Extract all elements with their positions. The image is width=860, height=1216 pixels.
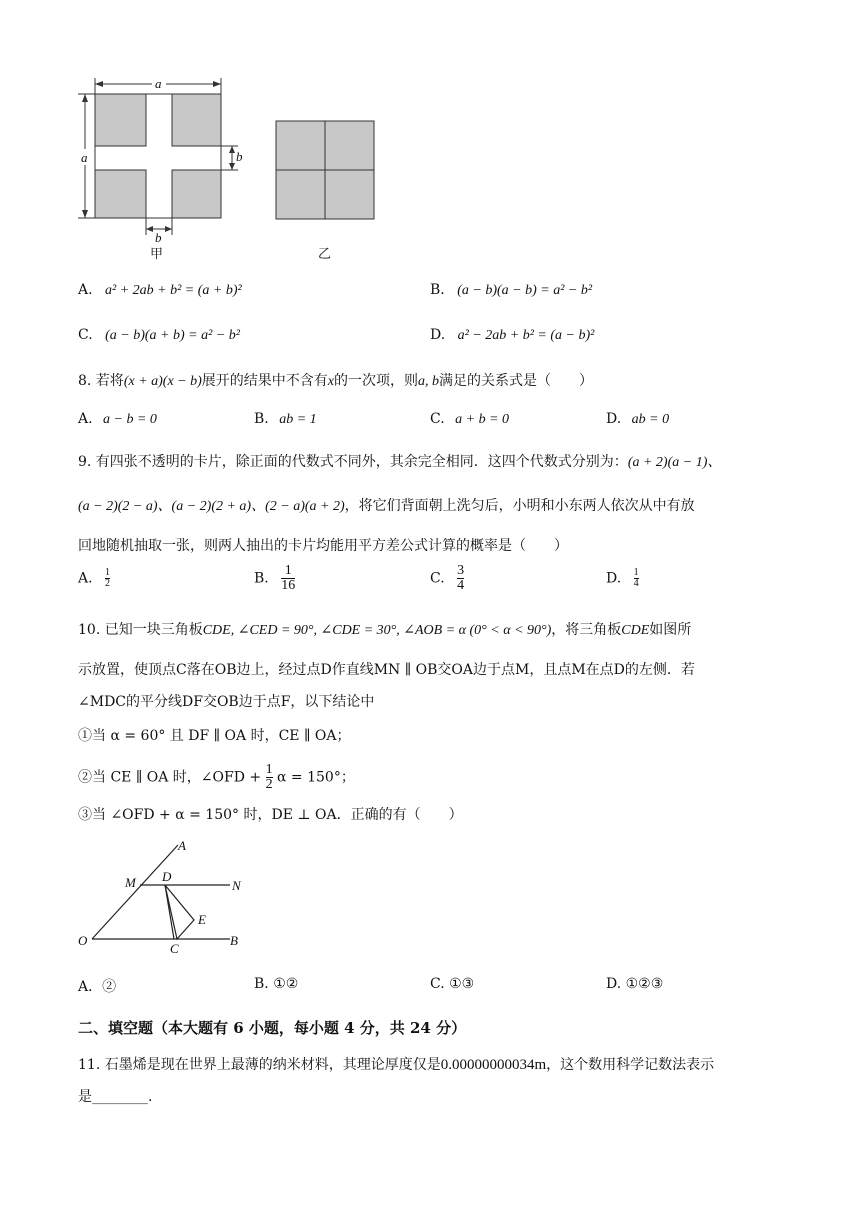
q10-stem-line1: 10. 已知一块三角板CDE, ∠CED = 90°, ∠CDE = 30°, ∠AOB = α (0° < α < 90°)，将三角板CDE如图所 [78,622,692,638]
q9-stem-line1: 9. 有四张不透明的卡片，除正面的代数式不同外，其余完全相同．这四个代数式分别为：(a + 2)(a − 1)、 [78,454,722,470]
q8-option-d[interactable]: D. ab = 0 [606,411,670,427]
figure-jia [78,75,243,262]
q9-stem-line2: (a − 2)(2 − a)、(a − 2)(2 + a)、(2 − a)(a + 2)，将它们背面朝上洗匀后，小明和小东两人依次从中有放 [78,498,695,514]
q7-option-c-expr: (a − b)(a + b) = a² − b² [105,328,240,343]
section-2-title: 二、填空题（本大题有 6 小题，每小题 4 分，共 24 分） [78,1019,467,1037]
q7-option-d[interactable]: D. a² − 2ab + b² = (a − b)² [430,327,595,343]
q9-option-b[interactable]: B. $\frac{1}{16}$ [254,563,296,593]
svg-text:M: M [125,875,136,890]
q8-option-b[interactable]: B. ab = 1 [254,411,317,427]
caption-jia: 甲 [150,247,164,262]
q7-option-a[interactable]: A. a² + 2ab + b² = (a + b)² [78,282,242,298]
q10-conclusion-2: ②当 CE ∥ OA 时，∠OFD + $\frac{1}{2}$ α = 150°； [78,762,355,792]
q10-figure [70,835,260,960]
shaded-square-br [172,170,221,218]
svg-text:A: A [178,838,186,853]
q11-line1: 11. 石墨烯是现在世界上最薄的纳米材料，其理论厚度仅是0.00000000034m，这个数用科学记数法表示 [78,1057,715,1073]
q8-option-c[interactable]: C. a + b = 0 [430,411,510,427]
svg-text:C: C [170,941,179,956]
q10-conclusion-1: ①当 α = 60° 且 DF ∥ OA 时，CE ∥ OA； [78,728,351,744]
shaded-square-tl [95,94,146,146]
q10-option-a[interactable]: A．② [78,979,117,995]
q10-conclusion-3: ③当 ∠OFD + α = 150° 时，DE ⊥ OA．正确的有（ ） [78,807,463,823]
q11-line2: 是________. [78,1089,153,1105]
shaded-square-bl [95,170,146,218]
q10-stem-line2: 示放置，使顶点C落在OB边上，经过点D作直线MN ∥ OB交OA边于点M，且点M在点D的左侧．若 [78,662,695,678]
q7-option-b-expr: (a − b)(a − b) = a² − b² [457,283,593,298]
q9-option-a[interactable]: A. $\frac{1}{2}$ [78,567,111,589]
q7-option-b[interactable]: B. (a − b)(a − b) = a² − b² [430,282,593,298]
q9-option-c[interactable]: C. $\frac{3}{4}$ [430,563,465,593]
svg-text:E: E [198,912,206,927]
q9-option-d[interactable]: D. $\frac{1}{4}$ [606,567,639,589]
label-a-left: a [81,150,88,165]
q10-stem-line3: ∠MDC的平分线DF交OB边于点F，以下结论中 [78,694,375,710]
q10-option-b[interactable]: B. ①② [254,976,299,992]
figure-yi [276,121,374,262]
svg-text:N: N [232,878,241,893]
label-b-right: b [236,149,243,164]
q10-option-d[interactable]: D. ①②③ [606,976,664,992]
q9-stem-line3: 回地随机抽取一张，则两人抽出的卡片均能用平方差公式计算的概率是（ ） [78,538,568,554]
q8-stem: 8. 若将(x + a)(x − b)展开的结果中不含有x的一次项，则a, b满足的关系式是（ ） [78,373,594,389]
q7-option-d-expr: a² − 2ab + b² = (a − b)² [457,328,595,343]
svg-text:D: D [162,869,172,884]
figure-jia-yi [70,70,390,265]
caption-yi: 乙 [318,247,332,262]
q8-option-a[interactable]: A. a − b = 0 [78,411,157,427]
q7-option-a-expr: a² + 2ab + b² = (a + b)² [105,283,242,298]
label-a-top: a [155,76,162,91]
svg-text:O: O [78,933,88,948]
q7-option-c[interactable]: C. (a − b)(a + b) = a² − b² [78,327,240,343]
svg-text:B: B [230,933,238,948]
label-b-bottom: b [155,230,162,245]
q10-option-c[interactable]: C. ①③ [430,976,475,992]
shaded-square-tr [172,94,221,146]
